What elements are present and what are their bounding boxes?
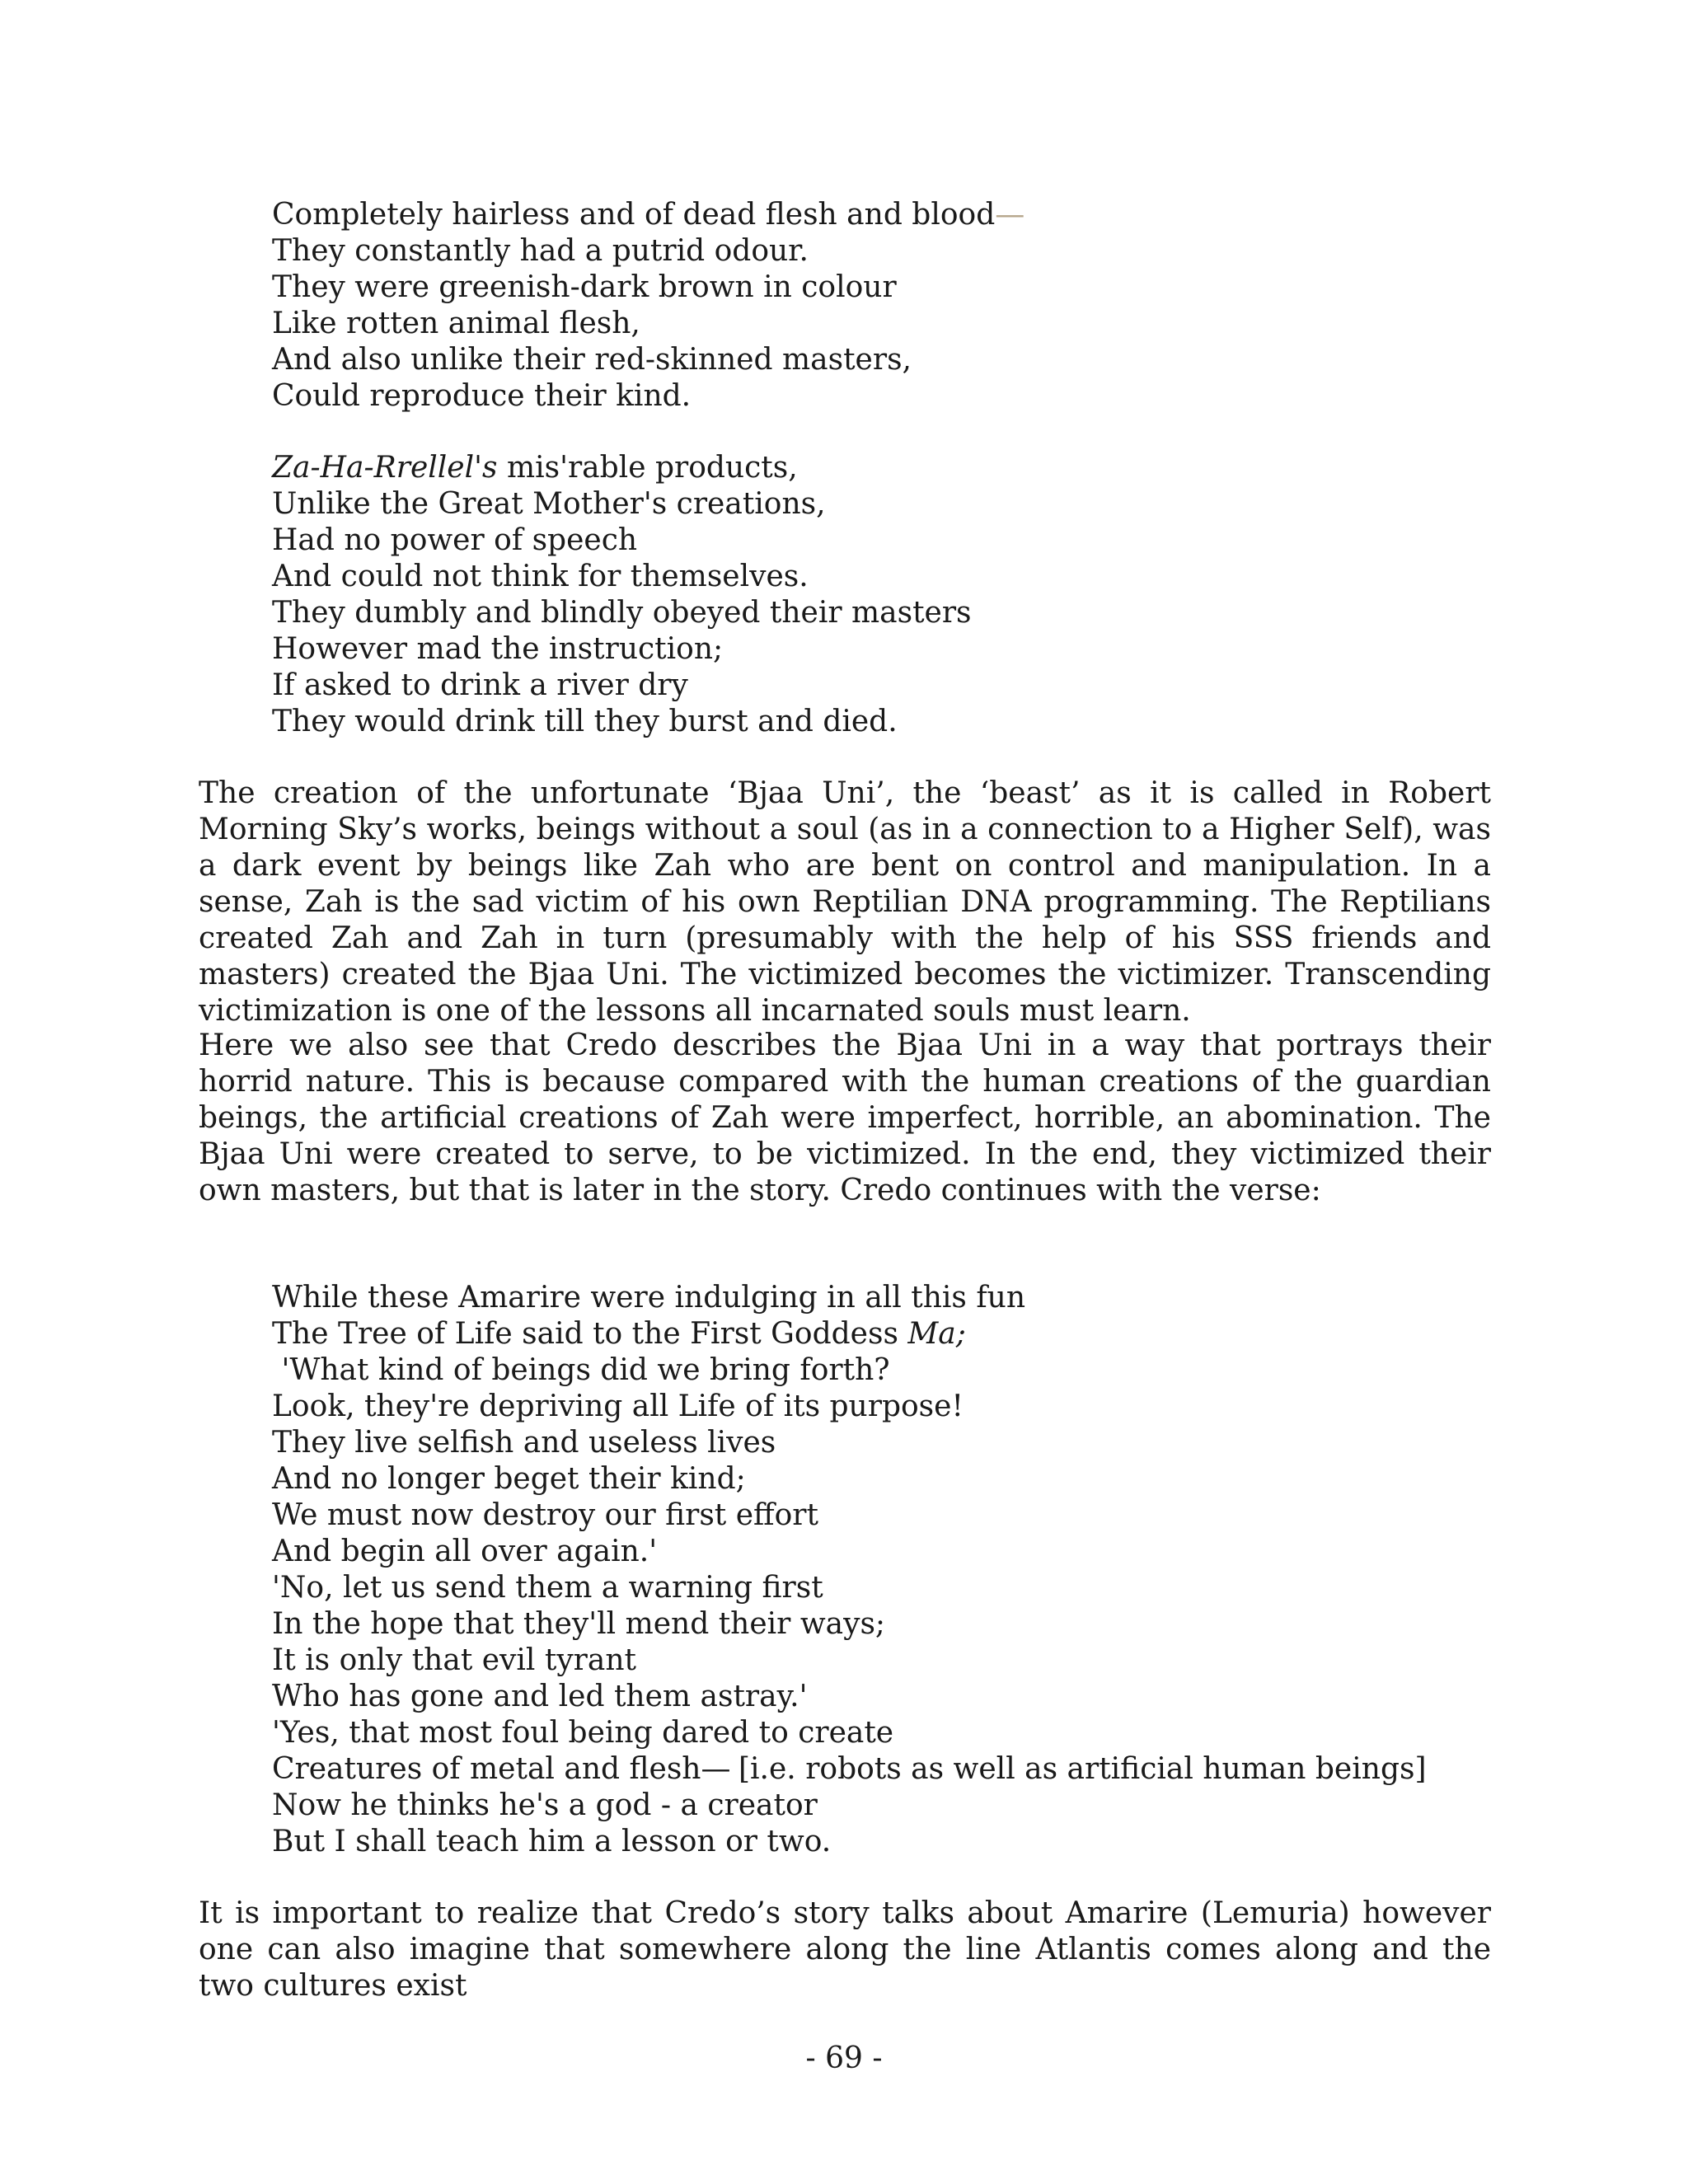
verse-line: Had no power of speech (272, 523, 638, 557)
verse-line: 'What kind of beings did we bring forth? (272, 1353, 890, 1387)
verse-line: Who has gone and led them astray.' (272, 1680, 808, 1713)
verse-line: They dumbly and blindly obeyed their masters (272, 596, 972, 630)
verse-line: They were greenish-dark brown in colour (272, 270, 897, 304)
verse-line: And begin all over again.' (272, 1535, 658, 1568)
verse-line: And also unlike their red-skinned masters, (272, 343, 912, 377)
bracket-note: [i.e. robots as well as artificial human beings] (738, 1752, 1427, 1786)
paragraph-2: Here we also see that Credo describes the Bjaa Uni in a way that portrays their horrid nature. This is because compared with the human creations of the guardian beings, the artificial creations of Zah were imperfect, horrible, an abomination. The Bjaa Uni were created to serve, to be victimized. In the end, they victimized their own masters, but that is later in the story. Credo continues with the verse: (199, 1029, 1491, 1207)
verse-line: However mad the instruction; (272, 632, 724, 666)
verse-line: While these Amarire were indulging in all this fun (272, 1281, 1026, 1315)
verse-line: They live selfish and useless lives (272, 1426, 776, 1460)
verse-line: We must now destroy our first effort (272, 1498, 818, 1532)
verse-line: 'No, let us send them a warning first (272, 1571, 823, 1605)
verse-line: Look, they're depriving all Life of its purpose! (272, 1390, 964, 1423)
verse-block-1 (272, 197, 1508, 415)
verse-block-2 (272, 450, 1508, 740)
verse-line: Completely hairless and of dead flesh and blood— (272, 198, 1025, 232)
page-number: - 69 - (805, 2041, 883, 2075)
verse-line: But I shall teach him a lesson or two. (272, 1825, 832, 1858)
verse-line: Unlike the Great Mother's creations, (272, 487, 826, 521)
verse-line: It is only that evil tyrant (272, 1643, 636, 1677)
verse-line: Za-Ha-Rrellel's mis'rable products, (272, 451, 798, 485)
italic-name: Za-Ha-Rrellel's (272, 451, 498, 485)
verse-line: And no longer beget their kind; (272, 1462, 746, 1496)
verse-line: 'Yes, that most foul being dared to create (272, 1716, 894, 1750)
verse-line: The Tree of Life said to the First Goddess Ma; (272, 1317, 966, 1351)
paragraph-3: It is important to realize that Credo’s story talks about Amarire (Lemuria) however one can also imagine that somewhere along the line Atlantis comes along and the two cultures exist (199, 1896, 1491, 2003)
em-dash: — (995, 198, 1025, 232)
verse-line: They would drink till they burst and died. (272, 705, 898, 738)
verse-block-3 (272, 1280, 1508, 1860)
verse-line: Now he thinks he's a god - a creator (272, 1788, 818, 1822)
verse-line: Could reproduce their kind. (272, 379, 692, 413)
verse-line: Creatures of metal and flesh— [i.e. robots as well as artificial human beings] (272, 1752, 1427, 1786)
verse-line: They constantly had a putrid odour. (272, 234, 809, 268)
verse-line: And could not think for themselves. (272, 560, 809, 593)
paragraph-1: The creation of the unfortunate ‘Bjaa Uni’, the ‘beast’ as it is called in Robert Morning Sky’s works, beings without a soul (as in a connection to a Higher Self), was a dark event by beings like Zah who are bent on control and manipulation. In a sense, Zah is the sad victim of his own Reptilian DNA programming. The Reptilians created Zah and Zah in turn (presumably with the help of his SSS friends and masters) created the Bjaa Uni. The victimized becomes the victimizer. Transcending victimization is one of the lessons all incarnated souls must learn. (199, 776, 1491, 1028)
verse-line: In the hope that they'll mend their ways; (272, 1607, 886, 1641)
verse-line: If asked to drink a river dry (272, 668, 688, 702)
verse-line: Like rotten animal flesh, (272, 307, 640, 340)
italic-name: Ma; (907, 1317, 966, 1351)
